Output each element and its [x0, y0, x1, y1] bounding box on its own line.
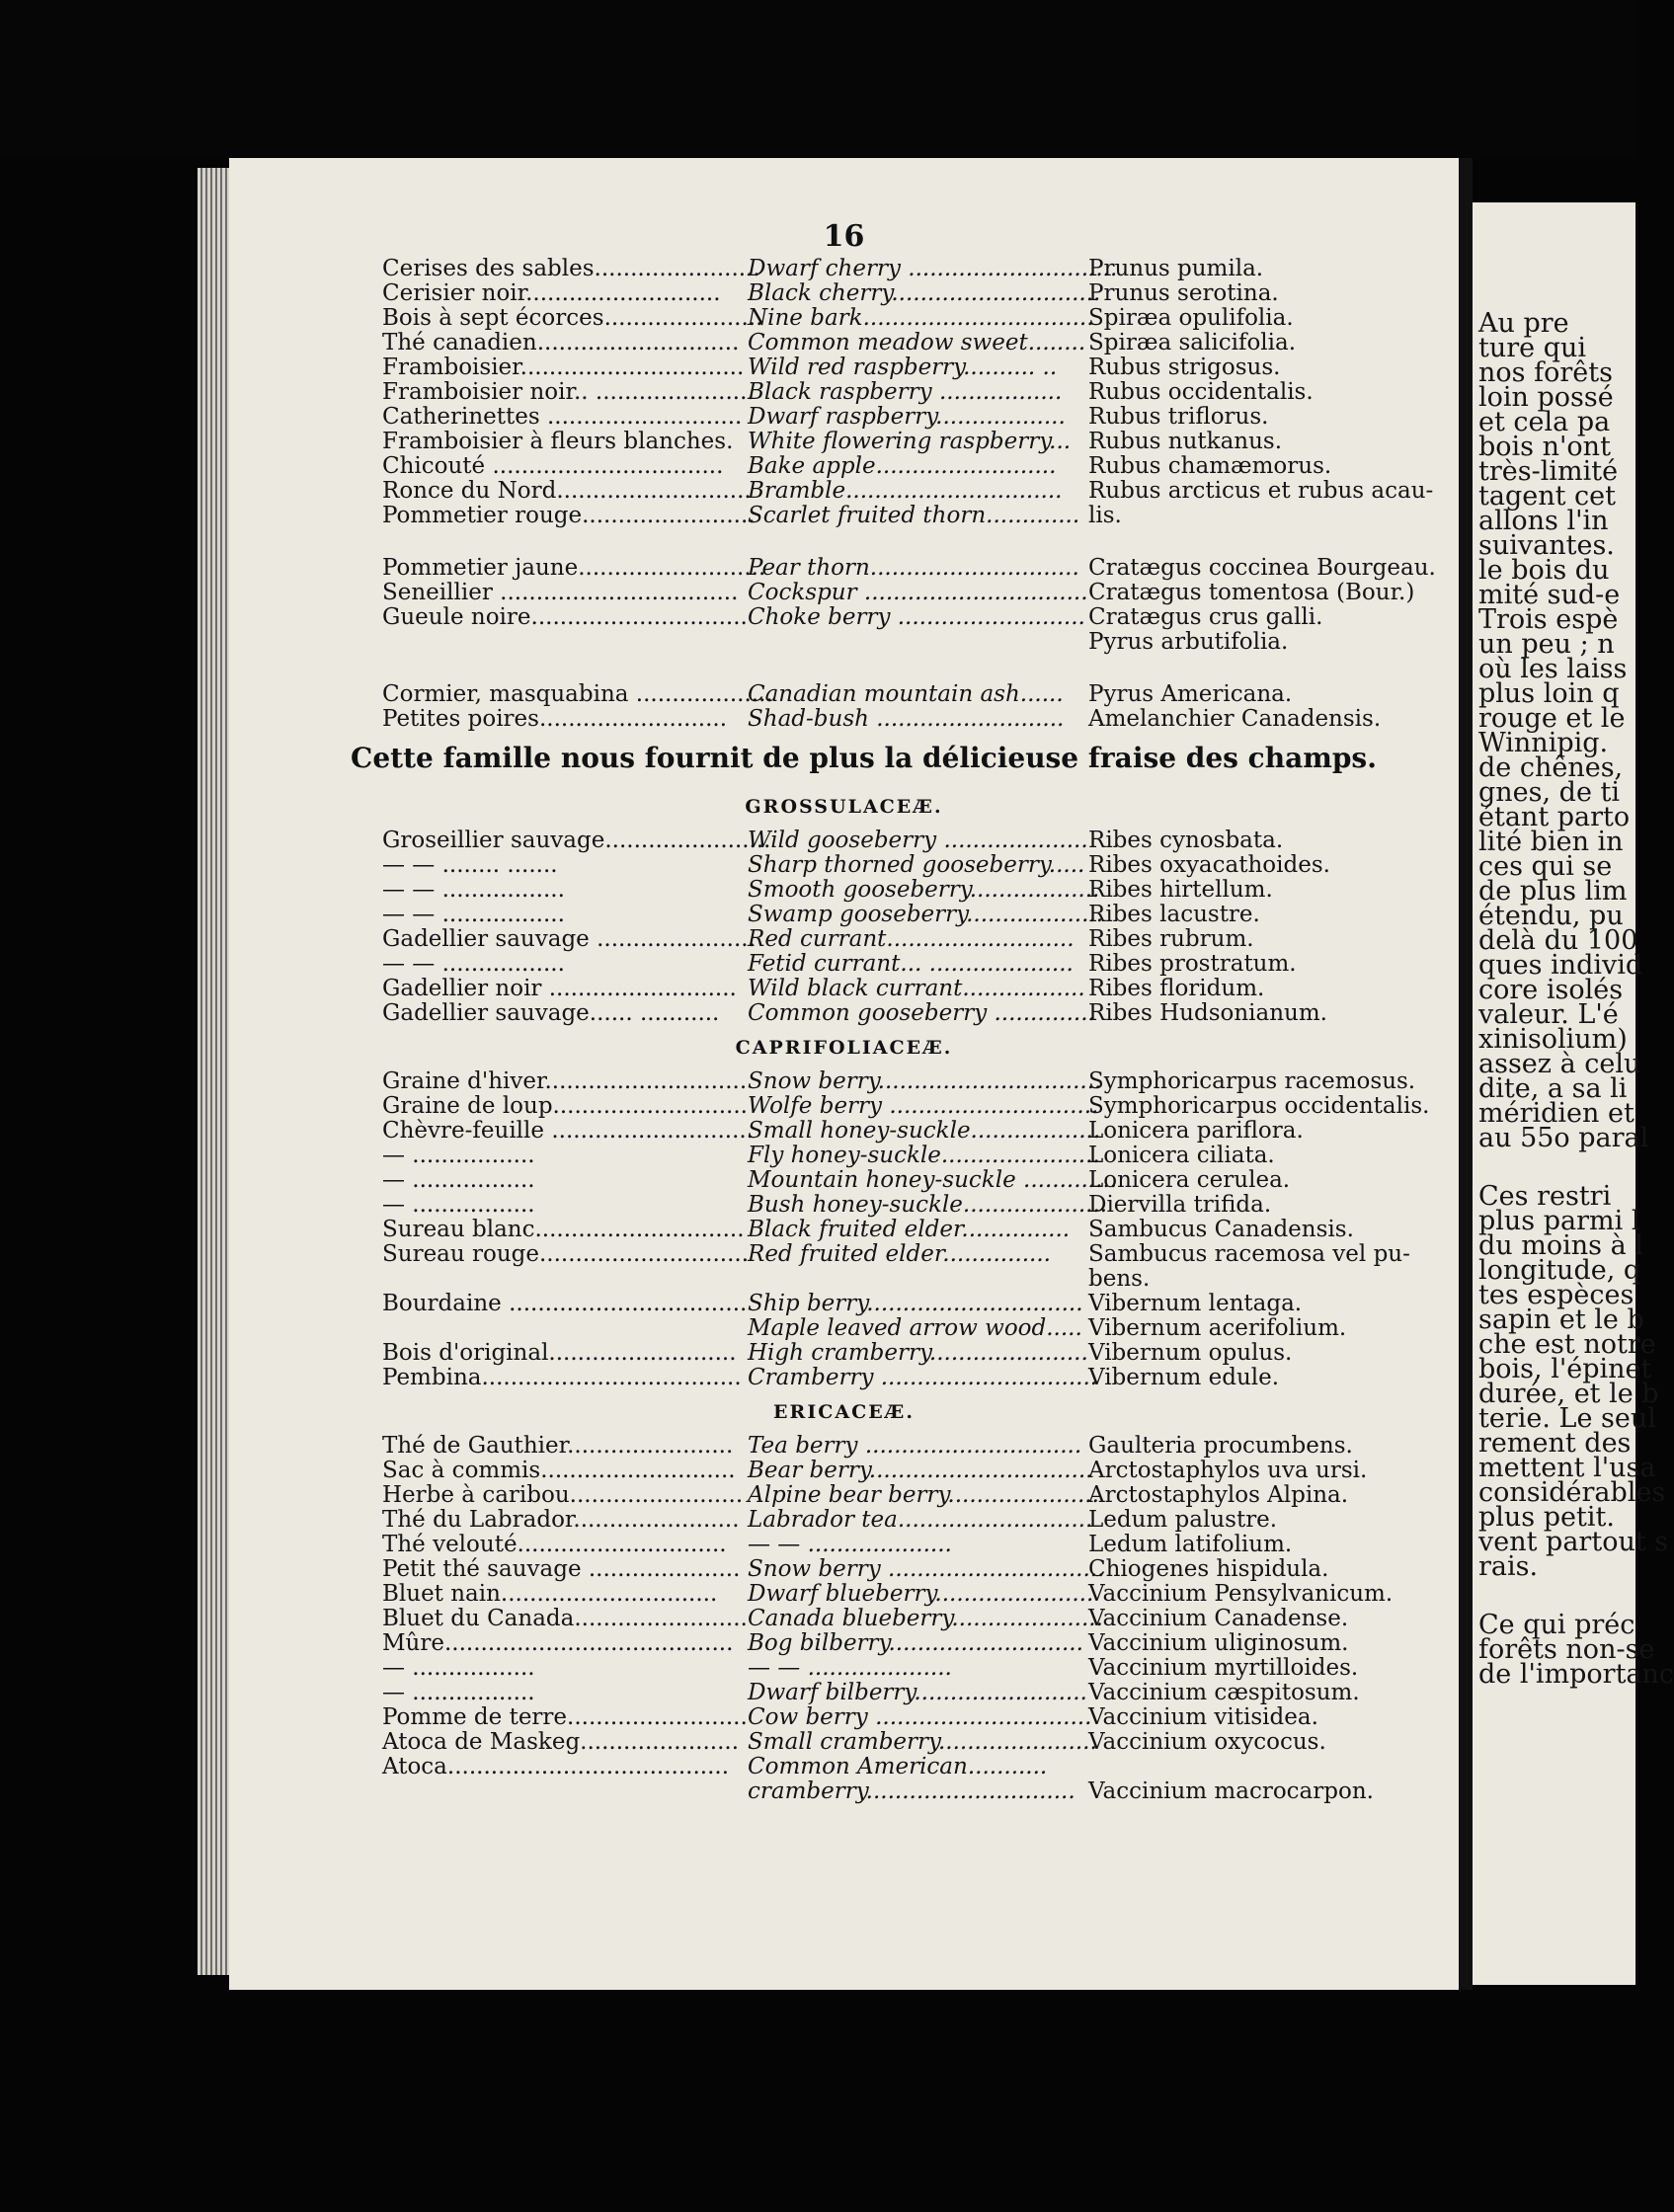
- french-name: — — .................: [382, 877, 565, 903]
- french-name: Graine de loup...........................: [382, 1093, 748, 1119]
- paragraph-gap: [1478, 1150, 1674, 1184]
- text-line: dite, a sa li: [1478, 1073, 1628, 1104]
- table-row: [229, 1242, 1459, 1267]
- table-row: [229, 380, 1459, 405]
- latin-name: Ribes floridum.: [1088, 976, 1265, 1001]
- text-line: longitude, q: [1478, 1255, 1641, 1286]
- latin-name: Cratægus coccinea Bourgeau.: [1088, 555, 1436, 581]
- french-name: — .................: [382, 1655, 535, 1681]
- french-name: — .................: [382, 1192, 535, 1218]
- english-name: High cramberry......................: [748, 1340, 1088, 1366]
- text-line: suivantes.: [1478, 530, 1615, 561]
- french-name: Framboisier noir.. ......................: [382, 379, 755, 405]
- english-name: Shad-bush ..........................: [748, 706, 1065, 732]
- english-name: Ship berry..............................: [748, 1291, 1083, 1316]
- french-name: Pommetier jaune..........................: [382, 555, 766, 581]
- latin-name: Vibernum opulus.: [1088, 1340, 1293, 1366]
- scan-top-border: [0, 0, 1635, 158]
- latin-name: bens.: [1088, 1266, 1151, 1292]
- text-line: terie. Le seul: [1478, 1403, 1656, 1434]
- english-name: Snow berry...............................: [748, 1068, 1102, 1094]
- table-row: [229, 1218, 1459, 1242]
- latin-name: Arctostaphylos uva ursi.: [1088, 1458, 1368, 1483]
- rosaceae-rows-1: [229, 257, 1459, 528]
- english-name: Common meadow sweet........: [748, 330, 1086, 356]
- latin-name: Rubus arcticus et rubus acau-: [1088, 478, 1434, 504]
- french-name: Ronce du Nord...........................: [382, 478, 752, 504]
- latin-name: Chiogenes hispidula.: [1088, 1556, 1329, 1582]
- table-row: [229, 1631, 1459, 1656]
- english-name: Wolfe berry .............................: [748, 1093, 1099, 1119]
- english-name: Black cherry.............................: [748, 280, 1101, 306]
- english-name: Black raspberry .................: [748, 379, 1063, 405]
- french-name: — — ........ .......: [382, 852, 558, 878]
- table-row: [229, 927, 1459, 952]
- text-line: xinisolium): [1478, 1024, 1628, 1055]
- text-line: bois, l'épinet: [1478, 1354, 1652, 1384]
- english-name: Fly honey-suckle......................: [748, 1143, 1100, 1168]
- text-line: et cela pa: [1478, 407, 1611, 437]
- french-name: Sureau rouge.............................: [382, 1241, 750, 1267]
- left-page: [229, 158, 1459, 1990]
- text-line: nos forêts: [1478, 357, 1613, 388]
- english-name: Tea berry ..............................: [748, 1433, 1082, 1459]
- latin-name: Ribes rubrum.: [1088, 926, 1254, 952]
- text-line: de chênes,: [1478, 752, 1624, 783]
- french-name: Thé canadien............................: [382, 330, 740, 356]
- french-name: Chèvre-feuille ............................: [382, 1118, 755, 1144]
- english-name: Bear berry...............................: [748, 1458, 1093, 1483]
- table-row: [229, 707, 1459, 732]
- table-row: [229, 977, 1459, 1001]
- french-name: Groseillier sauvage.......................: [382, 828, 771, 853]
- french-name: Thé du Labrador.......................: [382, 1507, 740, 1533]
- latin-name: Rubus nutkanus.: [1088, 429, 1283, 454]
- english-name: Small honey-suckle..................: [748, 1118, 1101, 1144]
- latin-name: Symphoricarpus occidentalis.: [1088, 1093, 1430, 1119]
- latin-name: Vaccinium cæspitosum.: [1088, 1680, 1360, 1705]
- scan-bottom-border: [0, 1990, 1635, 2212]
- french-name: Cerises des sables.......................: [382, 256, 760, 281]
- latin-name: Gaulteria procumbens.: [1088, 1433, 1353, 1459]
- table-row: [229, 306, 1459, 331]
- table-row: [229, 1292, 1459, 1316]
- french-name: Bourdaine .................................: [382, 1291, 748, 1316]
- french-name: — .................: [382, 1143, 535, 1168]
- text-line: loin possé: [1478, 382, 1614, 413]
- table-row: [229, 1533, 1459, 1557]
- latin-name: Ribes prostratum.: [1088, 951, 1297, 977]
- rosaceae-rows-3: [229, 682, 1459, 732]
- latin-name: Pyrus Americana.: [1088, 681, 1293, 707]
- french-name: Atoca.......................................: [382, 1754, 730, 1779]
- english-name: Wild black currant.................: [748, 976, 1085, 1001]
- english-name: Wild gooseberry ....................: [748, 828, 1088, 853]
- table-row: [229, 1341, 1459, 1366]
- english-name: Smooth gooseberry..................: [748, 877, 1100, 903]
- english-name: Bake apple.........................: [748, 453, 1057, 479]
- french-name: Sac à commis...........................: [382, 1458, 736, 1483]
- table-row: [229, 405, 1459, 430]
- french-name: Cormier, masquabina ...................: [382, 681, 773, 707]
- french-name: Chicouté ................................: [382, 453, 724, 479]
- text-line: où les laiss: [1478, 654, 1628, 684]
- text-line: bois n'ont: [1478, 432, 1611, 462]
- text-line: sapin et le b: [1478, 1304, 1644, 1335]
- table-row: [229, 430, 1459, 454]
- english-name: Wild red raspberry.......... ..: [748, 355, 1058, 380]
- text-line: tes espèces: [1478, 1280, 1634, 1310]
- right-page-text: [1478, 308, 1674, 1690]
- text-line: de plus lim: [1478, 876, 1628, 907]
- book-gutter: [1459, 158, 1473, 1990]
- grossulaceae-rows: [229, 829, 1459, 1026]
- latin-name: Diervilla trifida.: [1088, 1192, 1272, 1218]
- latin-name: Vaccinium myrtilloides.: [1088, 1655, 1359, 1681]
- table-row: [229, 1094, 1459, 1119]
- text-line: ques individ: [1478, 950, 1643, 981]
- text-line: mettent l'usa: [1478, 1453, 1656, 1483]
- english-name: Bramble..............................: [748, 478, 1063, 504]
- text-line: le bois du: [1478, 555, 1610, 586]
- english-name: — — ....................: [748, 1655, 952, 1681]
- page-number: 16: [823, 219, 865, 254]
- english-name: Maple leaved arrow wood.....: [748, 1315, 1082, 1341]
- text-line: mité sud-e: [1478, 580, 1621, 610]
- text-line: ture qui: [1478, 333, 1587, 363]
- table-row: [229, 556, 1459, 581]
- french-name: Pomme de terre.........................: [382, 1704, 748, 1730]
- text-line: un peu ; n: [1478, 629, 1615, 660]
- french-name: Gadellier sauvage...... ...........: [382, 1000, 720, 1026]
- french-name: Thé de Gauthier.......................: [382, 1433, 734, 1459]
- latin-name: Ribes lacustre.: [1088, 902, 1260, 927]
- english-name: cramberry.............................: [748, 1778, 1076, 1804]
- french-name: Pommetier rouge........................: [382, 503, 756, 528]
- table-row: [229, 1730, 1459, 1755]
- table-row: [229, 1144, 1459, 1168]
- french-name: Graine d'hiver............................: [382, 1068, 748, 1094]
- french-name: Seneillier .................................: [382, 580, 739, 605]
- table-row: [229, 479, 1459, 504]
- table-row: [229, 257, 1459, 281]
- latin-name: Spiræa opulifolia.: [1088, 305, 1294, 331]
- plant-table: [229, 257, 1459, 1804]
- text-line: au 55o paral: [1478, 1123, 1649, 1153]
- french-name: — .................: [382, 1680, 535, 1705]
- table-row: [229, 356, 1459, 380]
- text-line: du moins à l: [1478, 1230, 1643, 1261]
- latin-name: Vaccinium vitisidea.: [1088, 1704, 1318, 1730]
- french-name: — — .................: [382, 951, 565, 977]
- table-row: [229, 1755, 1459, 1779]
- latin-name: Prunus serotina.: [1088, 280, 1279, 306]
- english-name: Dwarf raspberry..................: [748, 404, 1066, 430]
- english-name: White flowering raspberry...: [748, 429, 1072, 454]
- paragraph-gap: [1478, 1579, 1674, 1613]
- english-name: Red fruited elder...............: [748, 1241, 1051, 1267]
- english-name: Canada blueberry.....................: [748, 1606, 1103, 1631]
- text-line: Au pre: [1478, 308, 1569, 339]
- table-row: [229, 1705, 1459, 1730]
- latin-name: lis.: [1088, 503, 1122, 528]
- text-line: core isolés: [1478, 975, 1624, 1005]
- french-name: Atoca de Maskeg......................: [382, 1729, 740, 1755]
- text-line: étant parto: [1478, 802, 1631, 832]
- latin-name: Symphoricarpus racemosus.: [1088, 1068, 1416, 1094]
- table-row: [229, 1366, 1459, 1390]
- latin-name: Ribes Hudsonianum.: [1088, 1000, 1327, 1026]
- table-row: [229, 1434, 1459, 1459]
- latin-name: Rubus chamæmorus.: [1088, 453, 1332, 479]
- table-row: [229, 952, 1459, 977]
- english-name: Cow berry ..............................: [748, 1704, 1092, 1730]
- french-name: Petites poires..........................: [382, 706, 728, 732]
- table-row: [229, 1316, 1459, 1341]
- text-line: forêts non-se: [1478, 1634, 1655, 1665]
- text-line: étendu, pu: [1478, 901, 1624, 931]
- table-row: [229, 1193, 1459, 1218]
- text-line: très-limité: [1478, 456, 1619, 487]
- english-name: Red currant..........................: [748, 926, 1075, 952]
- table-row: [229, 829, 1459, 853]
- english-name: Bog bilberry...........................: [748, 1630, 1083, 1656]
- table-row: [229, 1656, 1459, 1681]
- english-name: Bush honey-suckle....................: [748, 1192, 1108, 1218]
- english-name: Cockspur ...............................: [748, 580, 1088, 605]
- table-row: [229, 1168, 1459, 1193]
- table-row: [229, 1779, 1459, 1804]
- table-row: [229, 1483, 1459, 1508]
- text-line: Trois espè: [1478, 604, 1619, 635]
- english-name: Choke berry ..........................: [748, 604, 1085, 630]
- french-name: Herbe à caribou........................: [382, 1482, 744, 1508]
- text-line: rouge et le: [1478, 703, 1626, 734]
- french-name: Gueule noire..............................: [382, 604, 748, 630]
- table-row: [229, 1001, 1459, 1026]
- latin-name: Arctostaphylos Alpina.: [1088, 1482, 1349, 1508]
- table-row: [229, 331, 1459, 356]
- english-name: Snow berry ..............................: [748, 1556, 1105, 1582]
- table-row: [229, 1508, 1459, 1533]
- english-name: Labrador tea...........................: [748, 1507, 1093, 1533]
- text-line: che est notre: [1478, 1329, 1656, 1360]
- french-name: Cerisier noir...........................: [382, 280, 721, 306]
- english-name: Swamp gooseberry...................: [748, 902, 1104, 927]
- latin-name: Sambucus racemosa vel pu-: [1088, 1241, 1410, 1267]
- table-row: [229, 1582, 1459, 1607]
- french-name: — — .................: [382, 902, 565, 927]
- text-line: tagent cet: [1478, 481, 1616, 512]
- spacer: [229, 655, 1459, 682]
- latin-name: Vaccinium macrocarpon.: [1088, 1778, 1374, 1804]
- latin-name: Rubus strigosus.: [1088, 355, 1281, 380]
- text-line: durée, et le b: [1478, 1379, 1659, 1409]
- text-line: méridien et: [1478, 1098, 1634, 1129]
- text-line: Ce qui préc: [1478, 1610, 1635, 1640]
- latin-name: Cratægus tomentosa (Bour.): [1088, 580, 1415, 605]
- text-line: vent partout s: [1478, 1527, 1669, 1557]
- latin-name: Vaccinium oxycocus.: [1088, 1729, 1326, 1755]
- table-row: [229, 454, 1459, 479]
- french-name: Mûre........................................: [382, 1630, 734, 1656]
- text-line: plus parmi l: [1478, 1206, 1640, 1236]
- french-name: Gadellier noir ..........................: [382, 976, 737, 1001]
- english-name: Nine bark................................: [748, 305, 1094, 331]
- english-name: Mountain honey-suckle .............: [748, 1167, 1118, 1193]
- table-row: [229, 878, 1459, 903]
- english-name: Fetid currant... ....................: [748, 951, 1074, 977]
- family-note: Cette famille nous fournit de plus la délicieuse fraise des champs.: [351, 742, 1377, 774]
- english-name: Canadian mountain ash......: [748, 681, 1064, 707]
- latin-name: Rubus triflorus.: [1088, 404, 1269, 430]
- text-line: rement des: [1478, 1428, 1632, 1459]
- text-line: Winnipig.: [1478, 728, 1609, 758]
- latin-name: Prunus pumila.: [1088, 256, 1264, 281]
- french-name: Framboisier...............................: [382, 355, 745, 380]
- text-line: allons l'in: [1478, 506, 1609, 536]
- english-name: Small cramberry......................: [748, 1729, 1097, 1755]
- latin-name: Vaccinium uliginosum.: [1088, 1630, 1349, 1656]
- latin-name: Vaccinium Canadense.: [1088, 1606, 1349, 1631]
- text-line: ces qui se: [1478, 851, 1613, 882]
- latin-name: Ribes cynosbata.: [1088, 828, 1284, 853]
- french-name: Thé velouté.............................: [382, 1532, 727, 1557]
- table-row: [229, 605, 1459, 630]
- french-name: Sureau blanc.............................: [382, 1217, 745, 1242]
- table-row: [229, 682, 1459, 707]
- table-row: [229, 853, 1459, 878]
- table-row: [229, 1607, 1459, 1631]
- english-name: Pear thorn.............................: [748, 555, 1079, 581]
- table-row: [229, 1459, 1459, 1483]
- table-row: [229, 1557, 1459, 1582]
- section-title-ericaceae: ERICACEÆ.: [773, 1401, 915, 1423]
- english-name: — — ....................: [748, 1532, 952, 1557]
- english-name: Common gooseberry ..............: [748, 1000, 1095, 1026]
- latin-name: Cratægus crus galli.: [1088, 604, 1323, 630]
- text-line: assez à celu: [1478, 1049, 1641, 1079]
- latin-name: Amelanchier Canadensis.: [1088, 706, 1382, 732]
- right-page: [1473, 202, 1674, 1985]
- latin-name: Sambucus Canadensis.: [1088, 1217, 1354, 1242]
- french-name: Gadellier sauvage ......................: [382, 926, 756, 952]
- latin-name: Ribes oxyacathoides.: [1088, 852, 1330, 878]
- latin-name: Pyrus arbutifolia.: [1088, 629, 1289, 655]
- table-row: [229, 630, 1459, 655]
- latin-name: Vaccinium Pensylvanicum.: [1088, 1581, 1394, 1607]
- text-line: valeur. L'é: [1478, 999, 1619, 1030]
- rosaceae-rows-2: [229, 556, 1459, 655]
- table-row: [229, 1119, 1459, 1144]
- section-title-caprifoliaceae: CAPRIFOLIACEÆ.: [735, 1037, 953, 1059]
- english-name: Dwarf bilberry........................: [748, 1680, 1087, 1705]
- english-name: Common American...........: [748, 1754, 1048, 1779]
- text-line: Ces restri: [1478, 1181, 1612, 1212]
- french-name: Bois à sept écorces......................: [382, 305, 763, 331]
- latin-name: Ledum palustre.: [1088, 1507, 1278, 1533]
- caprifoliaceae-rows: [229, 1069, 1459, 1390]
- latin-name: Lonicera cerulea.: [1088, 1167, 1291, 1193]
- text-line: plus loin q: [1478, 678, 1620, 709]
- english-name: Cramberry ..............................: [748, 1365, 1098, 1390]
- latin-name: Vibernum lentaga.: [1088, 1291, 1303, 1316]
- english-name: Dwarf blueberry......................: [748, 1581, 1094, 1607]
- latin-name: Ribes hirtellum.: [1088, 877, 1273, 903]
- latin-name: Rubus occidentalis.: [1088, 379, 1314, 405]
- table-row: [229, 581, 1459, 605]
- text-line: de l'importanc: [1478, 1659, 1674, 1690]
- text-line: rais.: [1478, 1551, 1539, 1582]
- text-line: plus petit.: [1478, 1502, 1615, 1533]
- french-name: — .................: [382, 1167, 535, 1193]
- french-name: Catherinettes ...........................: [382, 404, 743, 430]
- latin-name: Vibernum edule.: [1088, 1365, 1280, 1390]
- english-name: Scarlet fruited thorn.............: [748, 503, 1080, 528]
- french-name: Petit thé sauvage .....................: [382, 1556, 741, 1582]
- table-row: [229, 1267, 1459, 1292]
- latin-name: Spiræa salicifolia.: [1088, 330, 1297, 356]
- french-name: Bluet du Canada........................: [382, 1606, 748, 1631]
- spacer: [229, 528, 1459, 556]
- table-row: [229, 903, 1459, 927]
- latin-name: Lonicera ciliata.: [1088, 1143, 1275, 1168]
- french-name: Bois d'original..........................: [382, 1340, 737, 1366]
- latin-name: Ledum latifolium.: [1088, 1532, 1293, 1557]
- english-name: Dwarf cherry .............................: [748, 256, 1118, 281]
- table-row: [229, 281, 1459, 306]
- english-name: Alpine bear berry.....................: [748, 1482, 1099, 1508]
- text-line: considérables: [1478, 1477, 1666, 1508]
- french-name: Bluet nain..............................: [382, 1581, 718, 1607]
- latin-name: Lonicera pariflora.: [1088, 1118, 1304, 1144]
- table-row: [229, 1681, 1459, 1705]
- english-name: Sharp thorned gooseberry.....: [748, 852, 1085, 878]
- ericaceae-rows: [229, 1434, 1459, 1804]
- latin-name: Vibernum acerifolium.: [1088, 1315, 1347, 1341]
- english-name: Black fruited elder...............: [748, 1217, 1071, 1242]
- text-line: delà du 100: [1478, 925, 1638, 956]
- table-row: [229, 1069, 1459, 1094]
- section-title-grossulaceae: GROSSULACEÆ.: [745, 796, 943, 818]
- text-line: gnes, de ti: [1478, 777, 1621, 808]
- french-name: Pembina....................................: [382, 1365, 742, 1390]
- table-row: [229, 504, 1459, 528]
- french-name: Framboisier à fleurs blanches.: [382, 429, 734, 454]
- text-line: lité bien in: [1478, 827, 1624, 857]
